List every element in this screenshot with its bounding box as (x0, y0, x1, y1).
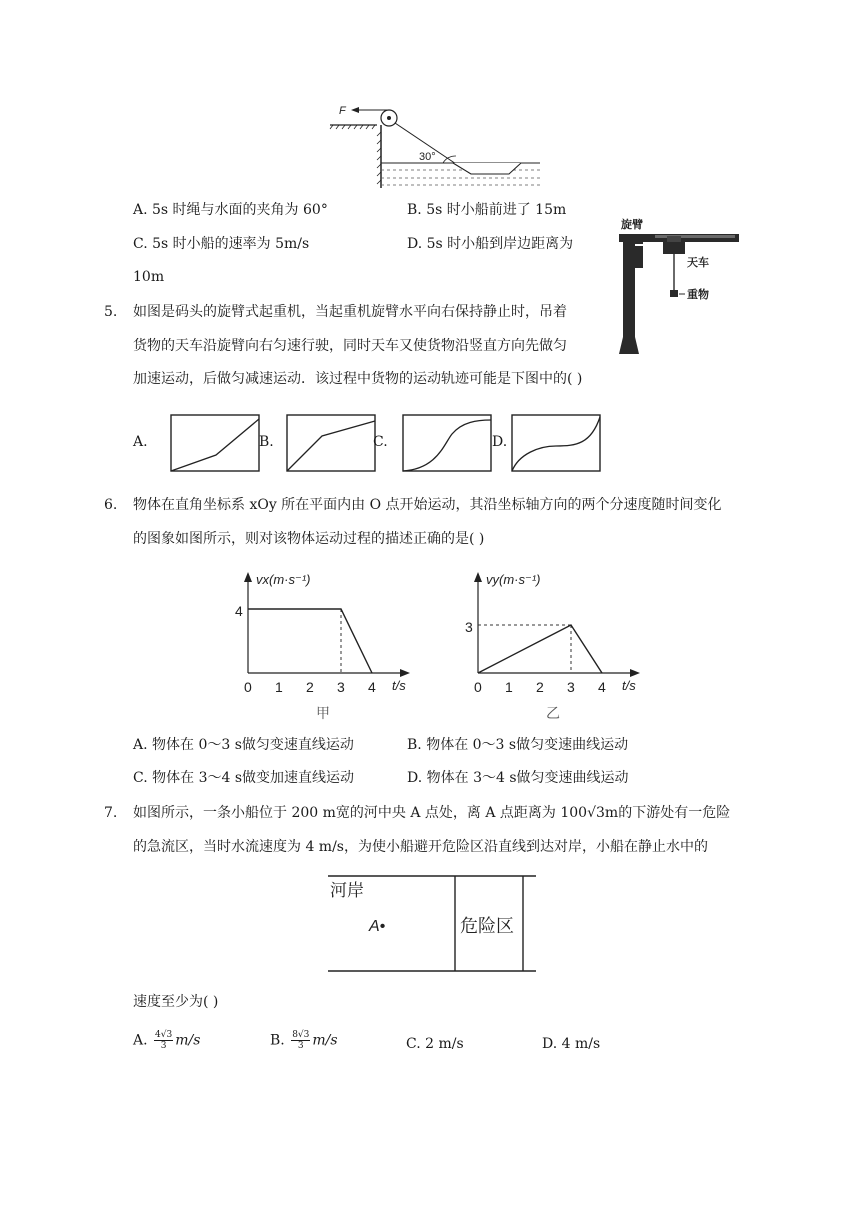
pulley-figure (325, 100, 540, 192)
graph1-x-tick-1: 1 (275, 679, 283, 695)
q6-option-c: C. 物体在 3～4 s做变加速直线运动 (133, 770, 355, 786)
q5-number: 5. (104, 304, 118, 320)
graph1-x-tick-3: 3 (337, 679, 345, 695)
vx-time-graph (228, 566, 428, 726)
q4-option-d: D. 5s 时小船到岸边距离为 (407, 236, 574, 252)
q7-option-d: D. 4 m/s (542, 1036, 601, 1052)
graph2-y-tick: 3 (465, 619, 473, 635)
angle-label: 30° (419, 151, 436, 163)
graph1-ylabel: vx(m·s⁻¹) (256, 572, 311, 587)
graph2-x-tick-3: 3 (567, 679, 575, 695)
q7-option-b: B. $\frac{8√3}{3}$ m/s (270, 1030, 338, 1051)
graph2-caption: 乙 (546, 705, 560, 721)
graph2-x-tick-1: 1 (505, 679, 513, 695)
crane-trolley-label: 天车 (687, 257, 709, 269)
crane-weight-label: 重物 (687, 289, 709, 301)
q4-option-d-cont: 10m (133, 269, 165, 285)
q7-option-c: C. 2 m/s (406, 1036, 464, 1052)
vy-time-graph (458, 566, 658, 726)
q7-number: 7. (104, 805, 118, 821)
q5-option-b-trajectory (286, 414, 376, 472)
q5-line-3: 加速运动，后做匀减速运动．该过程中货物的运动轨迹可能是下图中的( ) (133, 371, 583, 387)
graph2-x-tick-0: 0 (474, 679, 482, 695)
q7-line-2: 的急流区，当时水流速度为 4 m/s，为使小船避开危险区沿直线到达对岸，小船在静止水中的 (133, 839, 708, 855)
q6-line-2: 的图象如图所示，则对该物体运动过程的描述正确的是( ) (133, 531, 485, 547)
q5-line-1: 如图是码头的旋臂式起重机，当起重机旋臂水平向右保持静止时，吊着 (133, 304, 567, 320)
q7-option-b-fraction: $\frac{8√3}{3}$ (292, 1030, 310, 1051)
q6-line-1: 物体在直角坐标系 xOy 所在平面内由 O 点开始运动，其沿坐标轴方向的两个分速度随时间变化 (133, 497, 722, 513)
q5-option-a-label: A. (133, 434, 148, 450)
danger-zone-label: 危险区 (460, 916, 514, 936)
graph1-x-tick-0: 0 (244, 679, 252, 695)
q7-line-3: 速度至少为( ) (133, 994, 219, 1010)
graph2-series-line (478, 625, 602, 673)
q5-option-d-label: D. (492, 434, 508, 450)
q5-option-b-label: B. (259, 434, 274, 450)
graph2-ylabel: vy(m·s⁻¹) (486, 572, 541, 587)
graph1-series-line (248, 609, 372, 673)
graph1-xlabel: t/s (392, 678, 406, 693)
q6-option-a: A. 物体在 0～3 s做匀变速直线运动 (133, 737, 354, 753)
crane-arm-label: 旋臂 (621, 219, 643, 231)
point-a-label: A• (369, 918, 386, 935)
q4-option-a: A. 5s 时绳与水面的夹角为 60° (133, 202, 328, 218)
q5-option-c-label: C. (373, 434, 388, 450)
q6-option-b: B. 物体在 0～3 s做匀变速曲线运动 (407, 737, 629, 753)
graph2-xlabel: t/s (622, 678, 636, 693)
q6-number: 6. (104, 497, 118, 513)
graph1-x-tick-2: 2 (306, 679, 314, 695)
crane-figure (615, 212, 740, 360)
graph1-y-tick: 4 (235, 603, 243, 619)
q5-option-a-trajectory (170, 414, 260, 472)
q5-line-2: 货物的天车沿旋臂向右匀速行驶，同时天车又使货物沿竖直方向先做匀 (133, 338, 567, 354)
q4-option-b: B. 5s 时小船前进了 15m (407, 202, 567, 218)
q6-option-d: D. 物体在 3～4 s做匀变速曲线运动 (407, 770, 629, 786)
q7-option-a-fraction: $\frac{4√3}{3}$ (155, 1030, 173, 1051)
graph1-caption: 甲 (316, 705, 330, 721)
graph2-x-tick-2: 2 (536, 679, 544, 695)
q7-line-1: 如图所示，一条小船位于 200 m宽的河中央 A 点处，离 A 点距离为 100√3m的下游处有一危险 (133, 805, 731, 821)
q5-option-c-trajectory (402, 414, 492, 472)
q7-option-a: A. $\frac{4√3}{3}$ m/s (133, 1030, 201, 1051)
river-figure (326, 872, 538, 974)
graph1-x-tick-4: 4 (368, 679, 376, 695)
river-bank-label: 河岸 (330, 881, 364, 900)
q5-option-d-trajectory (511, 414, 601, 472)
graph2-x-tick-4: 4 (598, 679, 606, 695)
force-label: F (339, 105, 346, 117)
q4-option-c: C. 5s 时小船的速率为 5m/s (133, 236, 310, 252)
